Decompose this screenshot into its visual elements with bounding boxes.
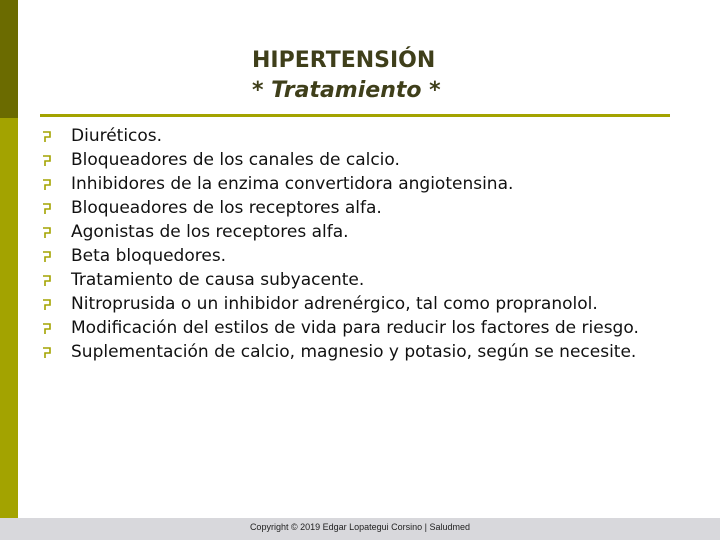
- copyright-text: Copyright © 2019 Edgar Lopategui Corsino | Saludmed: [249, 522, 471, 532]
- hollow-square-bullet-icon: [42, 251, 52, 263]
- list-item: [40, 172, 680, 196]
- side-accent-bar-top: [0, 0, 18, 118]
- list-item: [40, 148, 680, 172]
- list-item-text: Modificación del estilos de vida para reducir los factores de riesgo.: [71, 318, 639, 338]
- list-item: [40, 268, 680, 292]
- hollow-square-bullet-icon: [42, 179, 52, 191]
- title-block: [252, 46, 532, 106]
- list-item-text: Tratamiento de causa subyacente.: [71, 270, 365, 290]
- hollow-square-bullet-icon: [42, 203, 52, 215]
- slide-subtitle: * Tratamiento *: [252, 78, 441, 103]
- list-item-text: Bloqueadores de los receptores alfa.: [71, 198, 382, 218]
- list-item: [40, 124, 680, 148]
- list-item-text: Nitroprusida o un inhibidor adrenérgico, tal como propranolol.: [71, 294, 598, 314]
- title-underline: [40, 114, 670, 117]
- side-accent-bar: [0, 118, 18, 523]
- hollow-square-bullet-icon: [42, 227, 52, 239]
- hollow-square-bullet-icon: [42, 347, 52, 359]
- list-item-text: Agonistas de los receptores alfa.: [71, 222, 349, 242]
- hollow-square-bullet-icon: [42, 275, 52, 287]
- list-item: [40, 340, 680, 364]
- list-item: [40, 196, 680, 220]
- slide-title: HIPERTENSIÓN: [252, 48, 436, 73]
- list-item-text: Inhibidores de la enzima convertidora angiotensina.: [71, 174, 514, 194]
- list-item: [40, 316, 680, 340]
- treatment-list: [40, 124, 680, 364]
- list-item-text: Diuréticos.: [71, 126, 163, 146]
- hollow-square-bullet-icon: [42, 155, 52, 167]
- list-item-text: Suplementación de calcio, magnesio y potasio, según se necesite.: [71, 342, 637, 362]
- hollow-square-bullet-icon: [42, 299, 52, 311]
- list-item-text: Beta bloquedores.: [71, 246, 227, 266]
- list-item-text: Bloqueadores de los canales de calcio.: [71, 150, 400, 170]
- list-item: [40, 244, 680, 268]
- hollow-square-bullet-icon: [42, 323, 52, 335]
- list-item: [40, 292, 680, 316]
- hollow-square-bullet-icon: [42, 131, 52, 143]
- list-item: [40, 220, 680, 244]
